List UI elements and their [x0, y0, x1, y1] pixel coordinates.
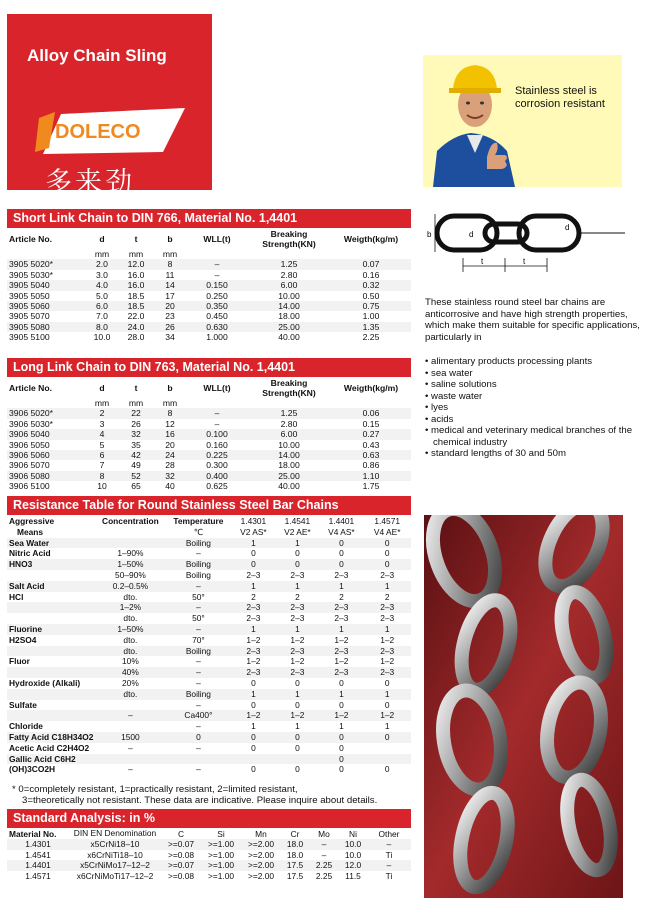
resistance-header-row-1: Aggressive Concentration Temperature 1.4301 1.4541 1.4401 1.4571: [7, 516, 411, 527]
table-row: 3905 5060 6.0 18.5 20 0.350 14.00 0.75: [7, 301, 411, 311]
table-row: 3906 5070 7 49 28 0.300 18.00 0.86: [7, 460, 411, 470]
table-row: 1.4541 x6CrNiTi18–10 >=0.08 >=1.00 >=2.00 18.0 – 10.0 Ti: [25, 849, 393, 860]
col-weight: Weigth(kg/m): [343, 233, 399, 244]
table-row: Nitric Acid 1–90% – 0 0 0 0: [9, 548, 390, 559]
table-header-row: [7, 229, 411, 249]
table-row: Hydroxide (Alkali) 20% – 0 0 0 0: [9, 677, 390, 688]
note-line-1: * 0=completely resistant, 1=practically resistant, 2=limited resistant,: [12, 784, 298, 795]
chain-photo-illustration-icon: [424, 515, 623, 898]
long-link-rows: [7, 408, 411, 491]
table-row: 3906 5080 8 52 32 0.400 25.00 1.10: [7, 471, 411, 481]
table-row: Fluor 10% – 1–2 1–2 1–2 1–2: [9, 656, 395, 667]
worker-photo: [423, 55, 622, 187]
chain-dimension-diagram: [427, 200, 627, 280]
table-row: 1.4301 x5CrNi18–10 >=0.07 >=1.00 >=2.00 18.0 – 10.0 –: [7, 839, 411, 849]
note-line-2: 3=theoretically not resistant. These data are indicative. Please inquire about details.: [22, 795, 378, 807]
table-row: Sulfate – 0 0 0 0: [9, 699, 390, 710]
analysis-rows: [7, 839, 411, 881]
table-row: Acetic Acid C2H4O2 – – 0 0 0: [9, 742, 344, 753]
list-item: • medical and veterinary medical branches of the chemical industry: [425, 425, 647, 448]
label-b: b: [427, 230, 432, 239]
table-row: 3906 5100 10 65 40 0.625 40.00 1.75: [7, 481, 411, 491]
worker-illustration-icon: [423, 55, 622, 187]
table-row: Sea Water Boiling 1 1 0 0: [7, 538, 411, 549]
table-row: dto. Boiling 2–3 2–3 2–3 2–3: [7, 646, 411, 657]
table-row: dto. Boiling 1 1 1 1: [7, 689, 411, 700]
list-item: • standard lengths of 30 and 50m: [425, 448, 647, 460]
table-row: Fluorine 1–50% – 1 1 1 1: [7, 624, 411, 635]
analysis-table: [7, 829, 411, 881]
col-breaking: Breaking Strength(KN): [262, 378, 316, 398]
resistance-heading: Resistance Table for Round Stainless Steel Bar Chains: [7, 496, 411, 515]
table-row: 3905 5050 5.0 18.5 17 0.250 10.00 0.50: [7, 291, 411, 301]
table-units-row: mm mm mm: [94, 249, 178, 259]
col-article: Article No.: [9, 382, 52, 393]
table-row: Salt Acid 0.2–0.5% – 1 1 1 1: [7, 581, 411, 592]
table-row: 1.4571 x6CrNiMoTi17–12–2 >=0.08 >=1.00 >=2.00 17.5 2.25 11.5 Ti: [25, 870, 393, 881]
label-t-2: t: [523, 257, 526, 266]
brand-chinese-name: 多来劲: [45, 167, 135, 198]
table-row: dto. 50° 2–3 2–3 2–3 2–3: [123, 613, 395, 624]
col-t: t: [134, 382, 138, 393]
label-t-1: t: [481, 257, 484, 266]
col-wll: WLL(t): [203, 233, 231, 244]
table-row: 1–2% – 2–3 2–3 2–3 2–3: [7, 602, 411, 613]
list-item: • acids: [425, 414, 647, 426]
long-link-heading: Long Link Chain to DIN 763, Material No. 1,4401: [7, 358, 411, 377]
short-link-heading: Short Link Chain to DIN 766, Material No. 1,4401: [7, 209, 411, 228]
chain-photo: [424, 515, 623, 898]
list-item: • waste water: [425, 391, 647, 403]
list-item: • sea water: [425, 368, 647, 380]
analysis-heading: Standard Analysis: in %: [7, 809, 411, 828]
long-link-table: [7, 378, 411, 492]
table-row: 3906 5020* 2 22 8 – 1.25 0.06: [7, 408, 411, 418]
col-d: d: [99, 382, 105, 393]
logo-text: DOLECO: [55, 121, 141, 143]
table-row: 3905 5020* 2.0 12.0 8 – 1.25 0.07: [7, 259, 411, 269]
col-wll: WLL(t): [203, 382, 231, 393]
list-item: • saline solutions: [425, 379, 647, 391]
table-row: HCl dto. 50° 2 2 2 2: [9, 591, 390, 602]
short-link-rows: [7, 259, 411, 342]
brand-title: Alloy Chain Sling: [27, 46, 167, 65]
table-row: 3905 5080 8.0 24.0 26 0.630 25.00 1.35: [7, 322, 411, 332]
table-row: 3905 5040 4.0 16.0 14 0.150 6.00 0.32: [7, 280, 411, 290]
col-article: Article No.: [9, 233, 52, 244]
col-b: b: [167, 233, 173, 244]
table-units-row: mm mm mm: [94, 398, 178, 408]
table-row: Fatty Acid C18H34O2 1500 0 0 0 0 0: [7, 732, 411, 743]
col-d: d: [99, 233, 105, 244]
label-d-left: d: [469, 230, 474, 239]
resistance-note: [12, 784, 416, 807]
table-header-row: [7, 378, 411, 398]
table-row: – Ca400° 1–2 1–2 1–2 1–2: [7, 710, 411, 721]
analysis-header-row: Material No. DIN EN Denomination C Si Mn Cr Mo Ni Other: [9, 828, 400, 839]
table-row: 40% – 2–3 2–3 2–3 2–3: [7, 667, 411, 678]
worker-caption: Stainless steel is corrosion resistant: [515, 85, 605, 110]
col-breaking: Breaking Strength(KN): [262, 229, 316, 249]
table-row: 3905 5100 10.0 28.0 34 1.000 40.00 2.25: [7, 332, 411, 342]
col-b: b: [167, 382, 173, 393]
list-item: • alimentary products processing plants: [425, 356, 647, 368]
doleco-logo-icon: [35, 108, 187, 154]
chain-link-1: [437, 216, 497, 250]
table-row: 3905 5030* 3.0 16.0 11 – 2.80 0.16: [7, 270, 411, 280]
resistance-rows: [7, 538, 411, 776]
col-weight: Weigth(kg/m): [343, 382, 399, 393]
table-row: 3906 5040 4 32 16 0.100 6.00 0.27: [7, 429, 411, 439]
table-row: 50–90% Boiling 2–3 2–3 2–3 2–3: [115, 569, 395, 580]
resistance-header-row-2: Means ℃ V2 AS* V2 AE* V4 AS* V4 AE*: [7, 527, 411, 538]
short-link-table: [7, 229, 411, 343]
brand-panel: [7, 14, 212, 198]
label-d-right: d: [565, 223, 570, 232]
table-row: Gallic Acid C6H2 0: [7, 754, 411, 765]
table-row: 3906 5050 5 35 20 0.160 10.00 0.43: [7, 440, 411, 450]
col-t: t: [134, 233, 138, 244]
list-item: • lyes: [425, 402, 647, 414]
table-row: HNO3 1–50% Boiling 0 0 0 0: [7, 559, 411, 570]
table-row: H2SO4 dto. 70° 1–2 1–2 1–2 1–2: [9, 634, 395, 645]
table-row: 3906 5060 6 42 24 0.225 14.00 0.63: [7, 450, 411, 460]
feature-list: [425, 356, 647, 460]
table-row: 3906 5030* 3 26 12 – 2.80 0.15: [7, 419, 411, 429]
table-row: 3905 5070 7.0 22.0 23 0.450 18.00 1.00: [7, 311, 411, 321]
product-description: These stainless round steel bar chains are anticorrosive and have high strength properties, which make them suitable for specific applications, particularly in: [425, 297, 640, 343]
table-row: Chloride – 1 1 1 1: [9, 721, 390, 732]
table-row: 1.4401 x5CrNiMo17–12–2 >=0.07 >=1.00 >=2.00 17.5 2.25 12.0 –: [7, 860, 411, 870]
resistance-table: [7, 516, 411, 775]
table-row: (OH)3CO2H – – 0 0 0 0: [9, 764, 390, 775]
